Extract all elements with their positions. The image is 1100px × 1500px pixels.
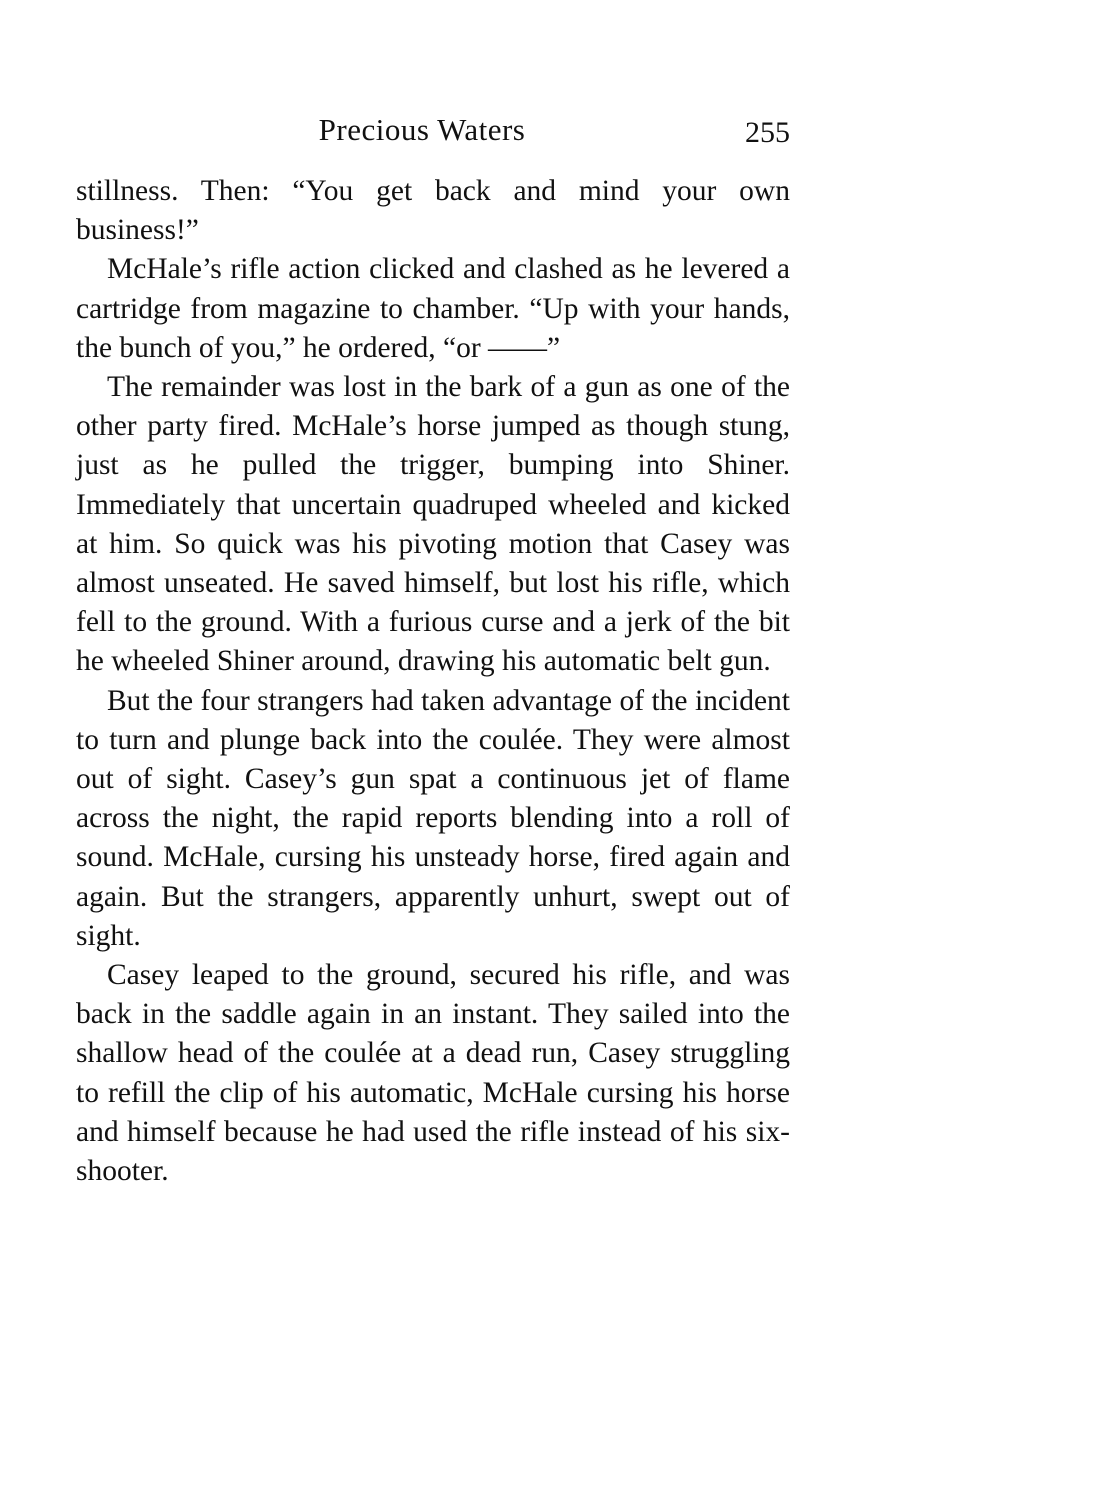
paragraph: McHale’s rifle action clicked and clashed as he levered a cartridge from magazine to chamber. “Up with your hands, the bunch of you,” he ordered, “or ——” <box>76 253 790 364</box>
running-title: Precious Waters <box>318 112 526 147</box>
paragraph: The remainder was lost in the bark of a gun as one of the other party fired. McHale’s horse jumped as though stung, just as he pulled the trigger, bumping into Shiner. Immediately that uncertain quadruped wheeled and kicked at him. So quick was his pivoting motion that Casey was almost unseated. He saved himself, but lost his rifle, which fell to the ground. With a furious curse and a jerk of the bit he wheeled Shiner around, drawing his automatic belt gun. <box>76 371 790 678</box>
paragraph: But the four strangers had taken advantage of the incident to turn and plunge back into the coulée. They were almost out of sight. Casey’s gun spat a continuous jet of flame across the night, the rapid reports blending into a roll of sound. McHale, cursing his unsteady horse, fired again and again. But the strangers, apparently unhurt, swept out of sight. <box>76 684 790 952</box>
page-number: 255 <box>745 116 790 149</box>
running-head <box>78 112 790 160</box>
paragraph-continued: stillness. Then: “You get back and mind your own business!” <box>76 175 790 247</box>
body-text <box>76 172 790 1191</box>
paragraph: Casey leaped to the ground, secured his rifle, and was back in the saddle again in an instant. They sailed into the shallow head of the coulée at a dead run, Casey struggling to refill the clip of his automatic, McHale cursing his horse and himself because he had used the rifle instead of his six-shooter. <box>76 959 790 1188</box>
